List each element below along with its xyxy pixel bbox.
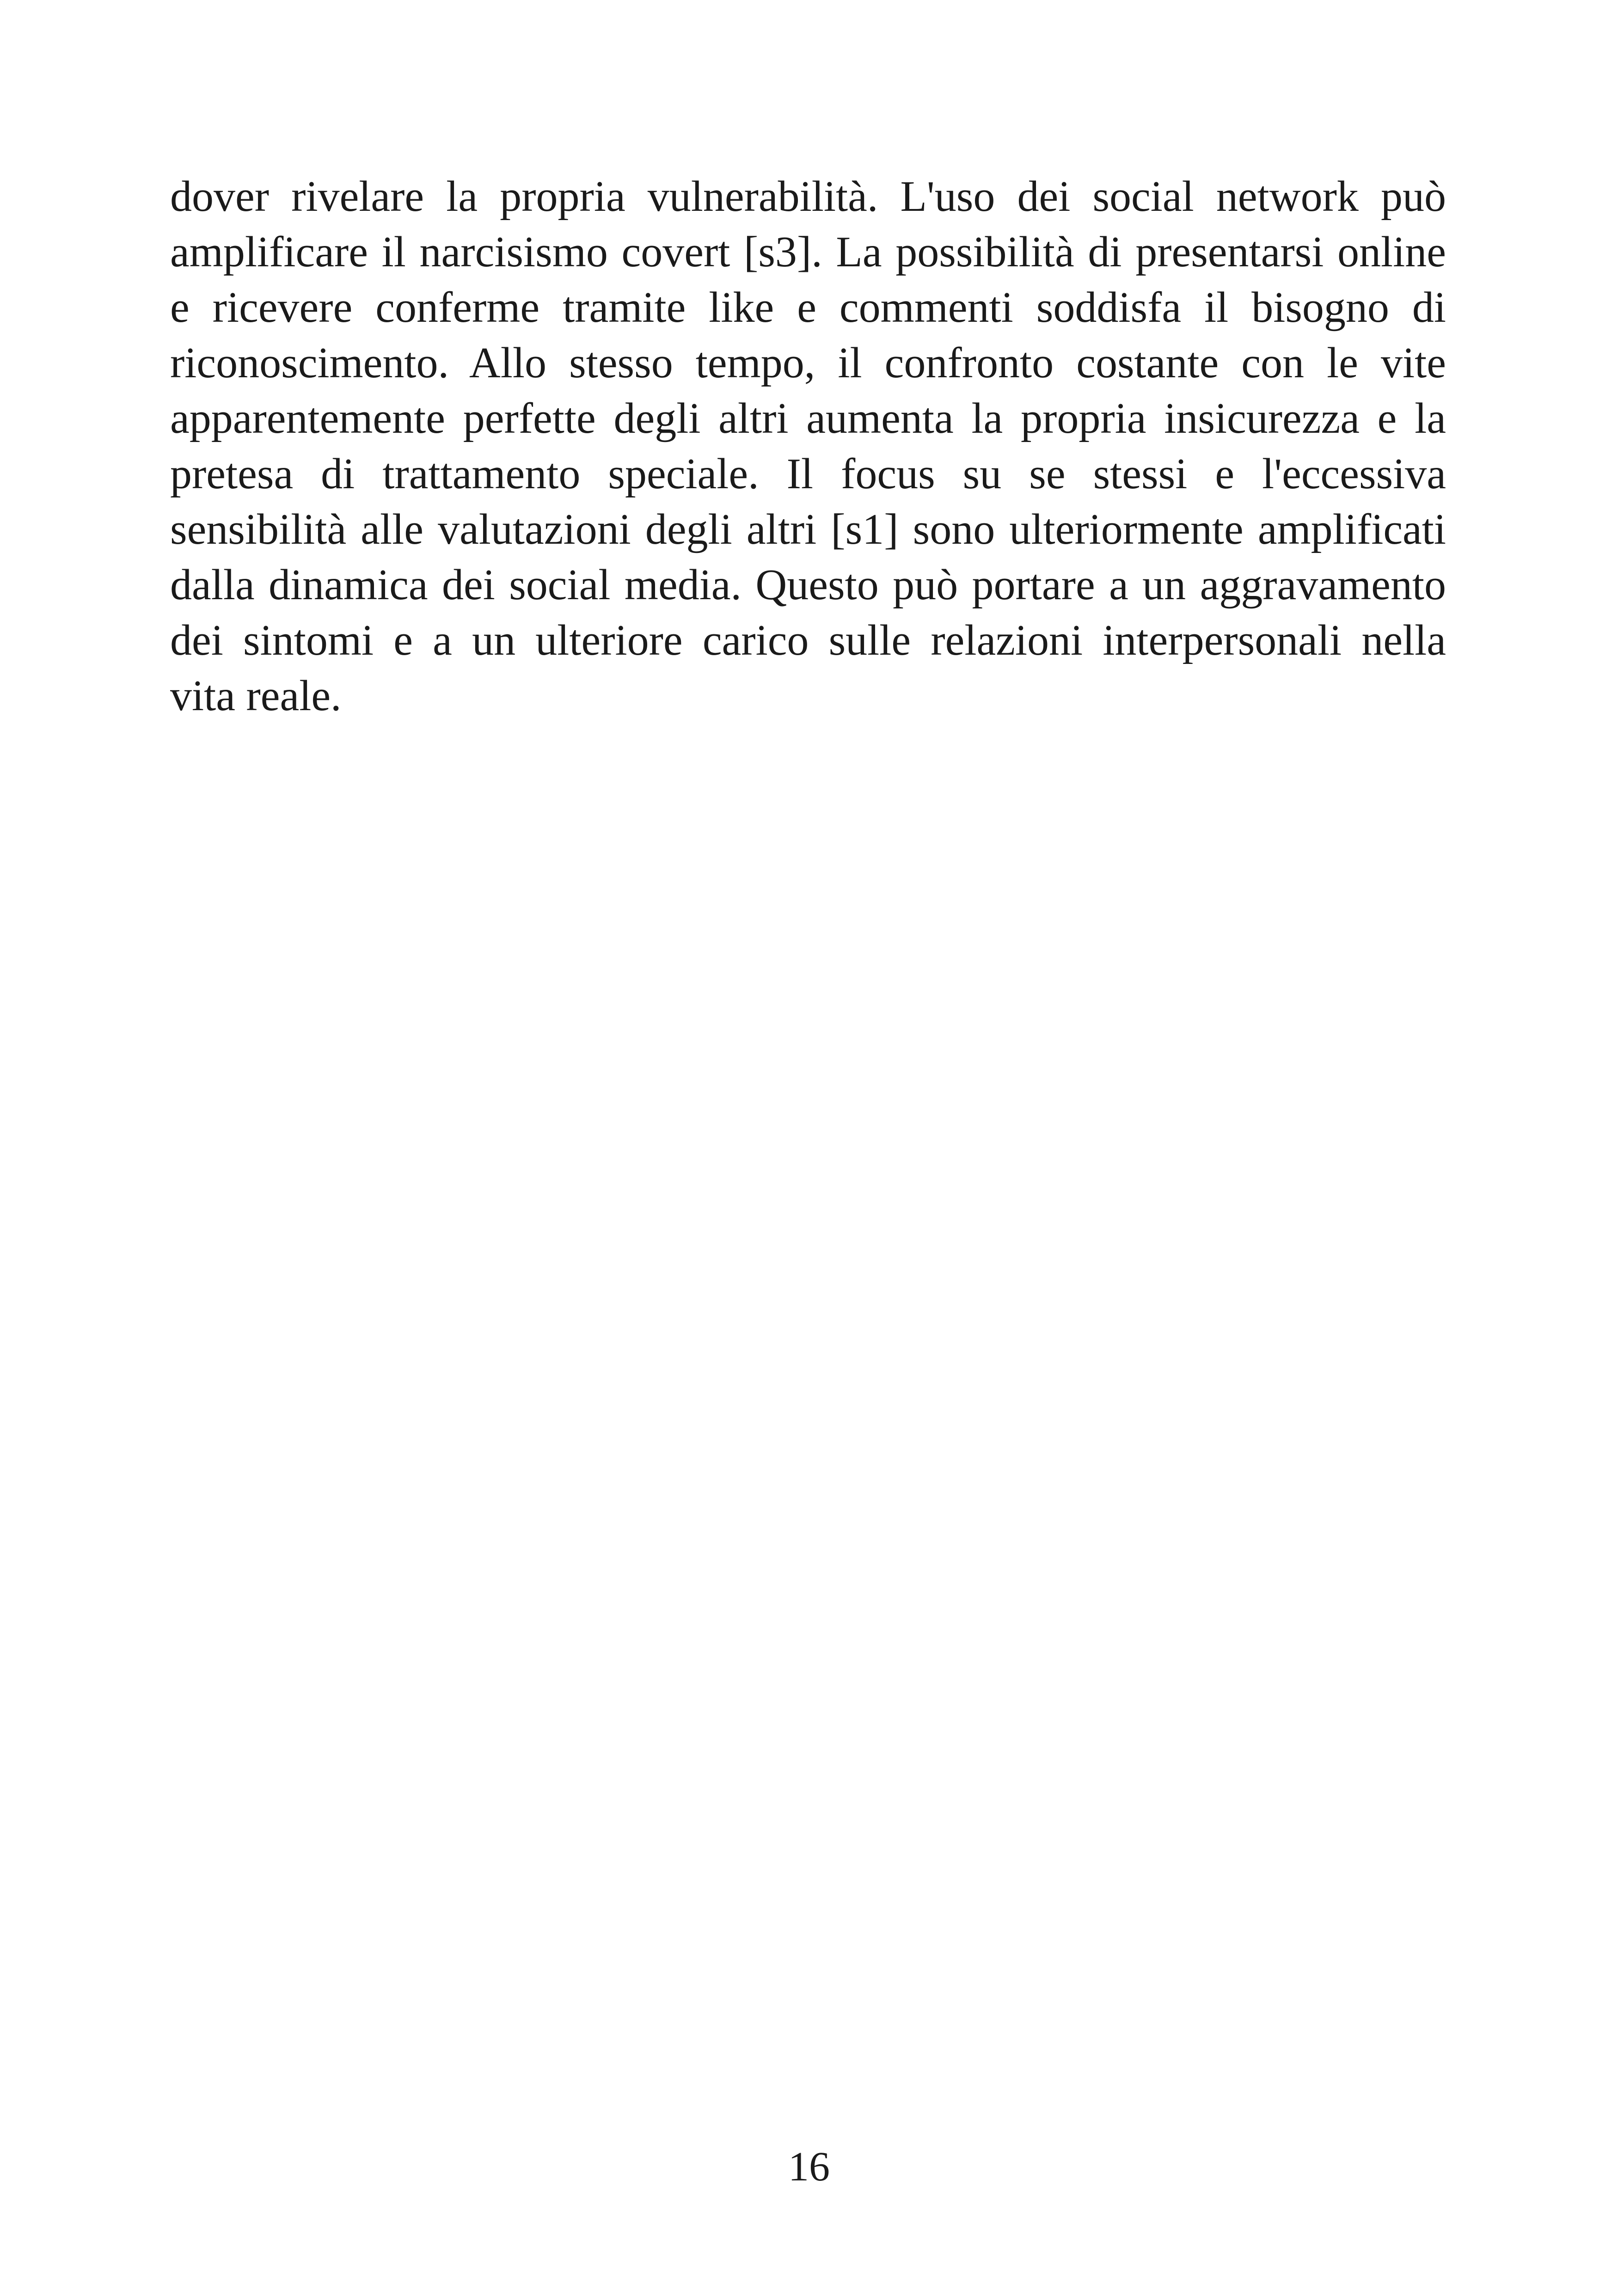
paragraph-line: sensibilità alle valutazioni degli altri [s1] sono ulteriormente amplificati: [170, 505, 1446, 553]
paragraph-line: vita reale.: [170, 672, 342, 720]
paragraph-line: e ricevere conferme tramite like e commenti soddisfa il bisogno di: [170, 283, 1446, 332]
paragraph-line: dei sintomi e a un ulteriore carico sulle relazioni interpersonali nella: [170, 616, 1446, 664]
page-number: 16: [788, 2144, 830, 2190]
paragraph-line: riconoscimento. Allo stesso tempo, il confronto costante con le vite: [170, 339, 1446, 387]
paragraph-line: dover rivelare la propria vulnerabilità. L'uso dei social network può: [170, 172, 1446, 221]
paragraph-line: dalla dinamica dei social media. Questo può portare a un aggravamento: [170, 561, 1446, 609]
paragraph-line: apparentemente perfette degli altri aumenta la propria insicurezza e la: [170, 394, 1446, 442]
paragraph-line: pretesa di trattamento speciale. Il focus su se stessi e l'eccessiva: [170, 450, 1446, 498]
paragraph-line: amplificare il narcisismo covert [s3]. La possibilità di presentarsi online: [170, 228, 1446, 276]
body-paragraph: [170, 169, 1446, 724]
